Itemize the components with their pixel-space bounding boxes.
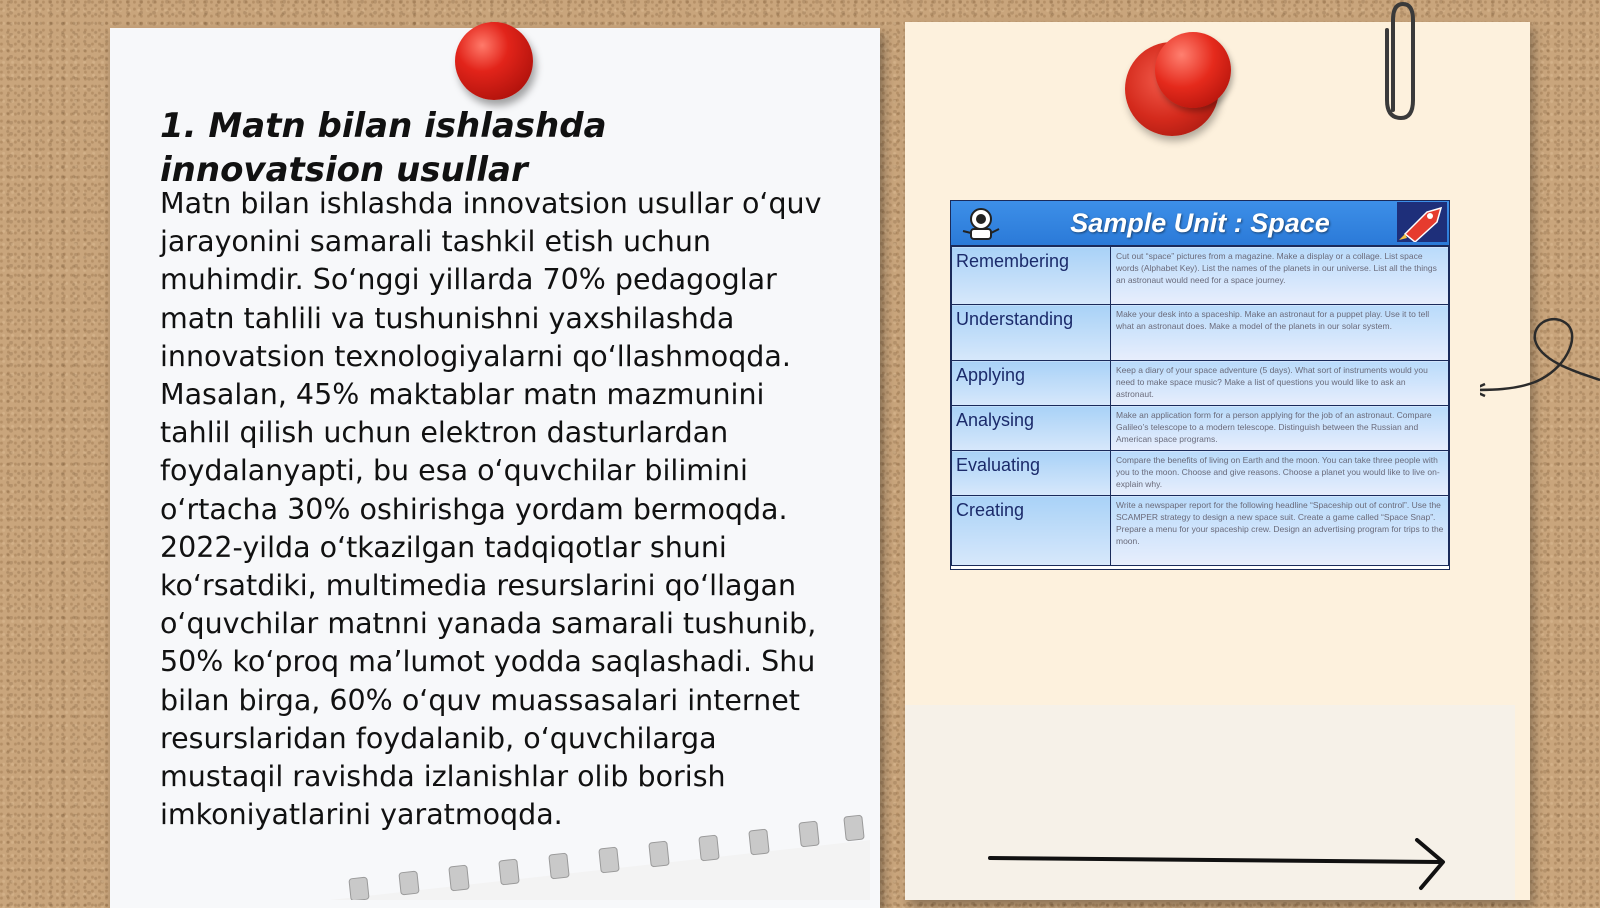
sample-unit-table-image [950,200,1450,570]
blooms-taxonomy-table [951,246,1449,566]
body-paragraph: Matn bilan ishlashda innovatsion usullar o‘quv jarayonini samarali tashkil etish uchun muhimdir. So‘nggi yillarda 70% pedagoglar matn tahlili va tushunishni yaxshilashda innovatsion texnologiyalarni qo‘llashmoqda. Masalan, 45% maktablar matn mazmunini tahlil qilish uchun elektron dasturlardan foydalanyapti, bu esa o‘quvchilar bilimini o‘rtacha 30% oshirishga yordam bermoqda. 2022-yilda o‘tkazilgan tadqiqotlar shuni ko‘rsatdiki, multimedia resurslarini qo‘llagan o‘quvchilar matnni yanada samarali tushunib, 50% ko‘proq ma’lumot yodda saqlashadi. Shu bilan birga, 60% o‘quv muassasalari internet resurslaridan foydalanib, o‘quvchilarga mustaqil ravishda izlanishlar olib borish imkoniyatlarini yaratmoqda. [160,187,822,832]
table-row [952,305,1449,361]
paper-clip-icon [1375,0,1425,125]
table-row [952,247,1449,305]
rocket-icon [1397,202,1447,242]
push-pin-icon [455,22,533,100]
table-row [952,406,1449,451]
table-row [952,496,1449,566]
level-description: Cut out “space” pictures from a magazine. Make a display or a collage. List space words (Alphabet Key). List the names of the planets in our universe. List all the things an astronaut would need for a space journey. [1111,247,1449,305]
level-label: Remembering [952,247,1111,305]
level-description: Write a newspaper report for the following headline “Spaceship out of control”. Use the SCAMPER strategy to design a new space suit. Create a game called “Space Snap”. Prepare a menu for your spaceship crew. Design an advertising program for trips to the moon. [1111,496,1449,566]
level-label: Evaluating [952,451,1111,496]
table-row [952,451,1449,496]
level-label: Applying [952,361,1111,406]
level-label: Creating [952,496,1111,566]
push-pin-icon [1155,32,1231,108]
level-label: Understanding [952,305,1111,361]
slide-title: 1. Matn bilan ishlashda innovatsion usullar [160,106,607,190]
level-label: Analysing [952,406,1111,451]
level-description: Keep a diary of your space adventure (5 days). What sort of instruments would you need to make space music? Make a list of questions you would like to ask an astronaut. [1111,361,1449,406]
swirl-arrow-icon [1480,310,1600,410]
unit-header [951,201,1449,246]
level-description: Make your desk into a spaceship. Make an astronaut for a puppet play. Use it to tell what an astronaut does. Make a model of the planets in our solar system. [1111,305,1449,361]
unit-title: Sample Unit : Space [1070,207,1330,238]
table-row [952,361,1449,406]
astronaut-icon [959,205,1003,241]
level-description: Make an application form for a person applying for the job of an astronaut. Compare Galileo’s telescope to a modern telescope. Distinguish between the Russian and American space programs. [1111,406,1449,451]
long-arrow-right-icon [985,838,1455,898]
level-description: Compare the benefits of living on Earth and the moon. You can take three people with you to the moon. Choose and give reasons. Choose a planet you would like to live on- explain why. [1111,451,1449,496]
